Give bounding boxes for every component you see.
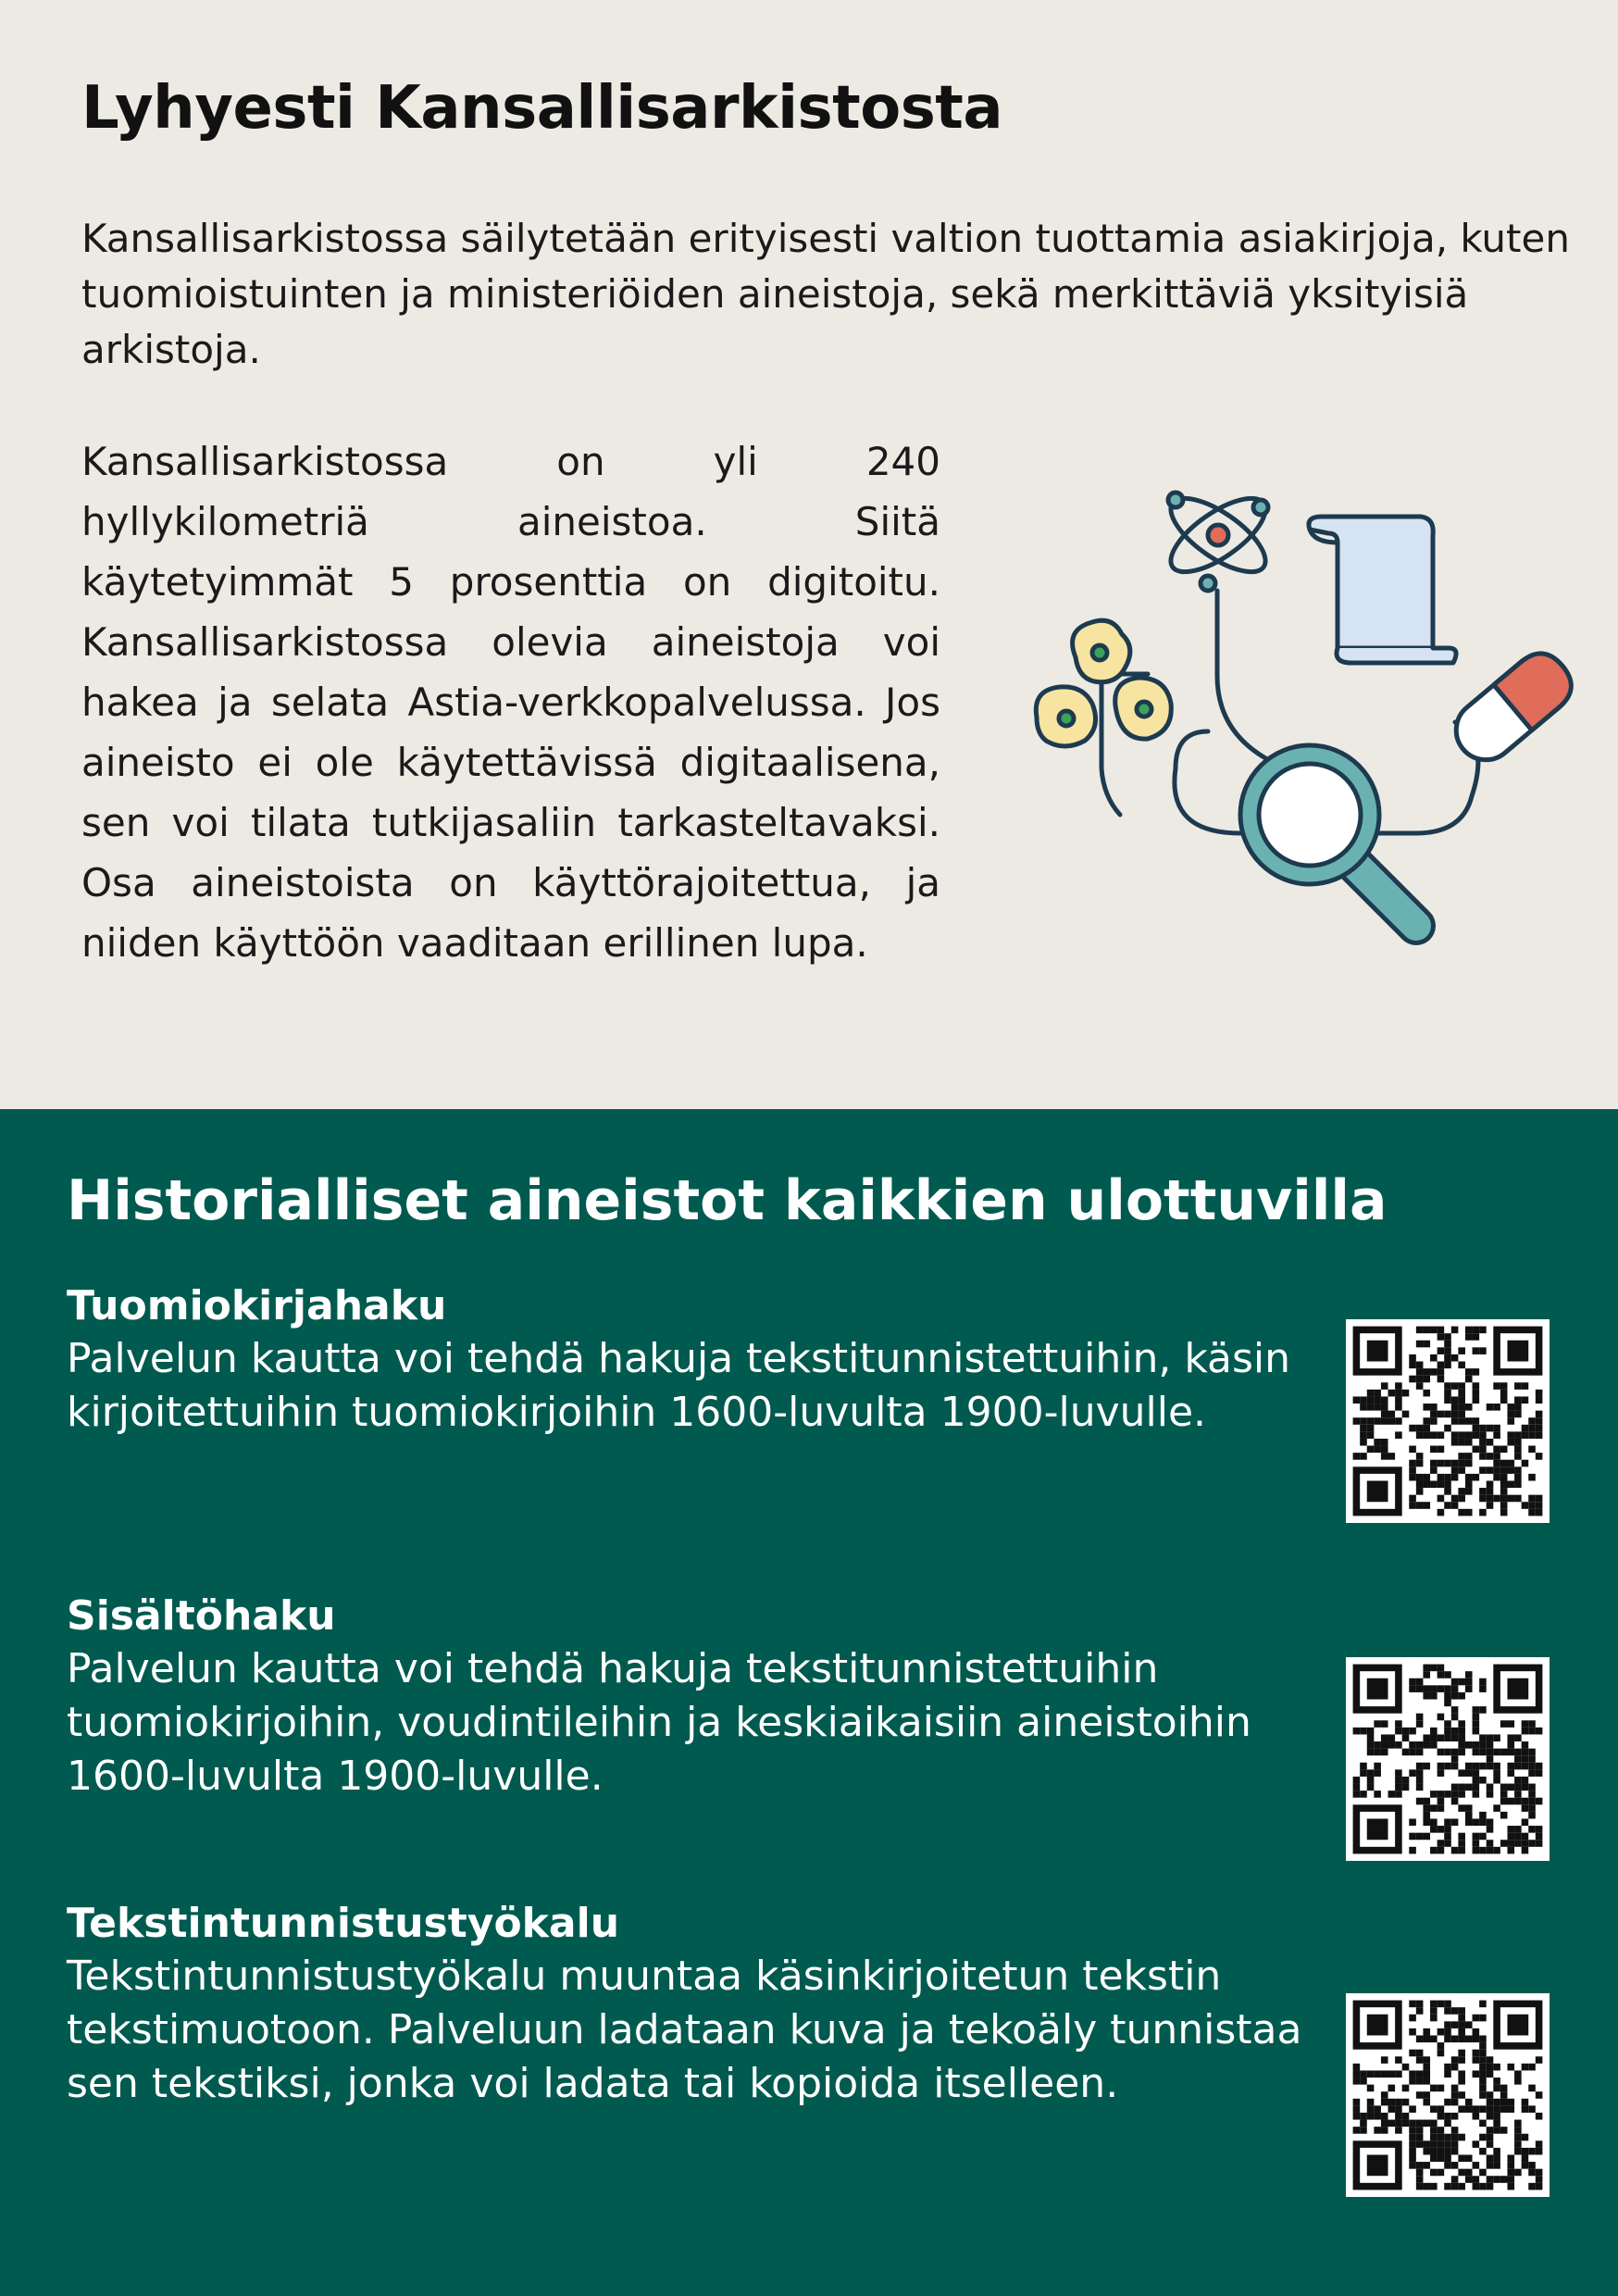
- archive-description: Kansallisarkistossa on yli 240 hyllykilometriä aineistoa. Siitä käytetyimmät 5 prosenttia on digitoitu. Kansallisarkistossa olevia aineistoja voi hakea ja selata Astia-verkkopalvelussa. Jos aineisto ei ole käytettävissä digitaalisena, sen voi tilata tutkijasaliin tarkasteltavaksi. Osa aineistoista on käyttörajoitettua, ja niiden käyttöön vaaditaan erillinen lupa.: [81, 439, 940, 966]
- page-title: Lyhyesti Kansallisarkistosta: [81, 74, 1003, 143]
- research-icon: [1027, 463, 1583, 981]
- service-item-tekstintunnistustyokalu: [67, 1898, 1307, 2111]
- atom-icon: [1160, 485, 1276, 591]
- pill-icon: [1444, 643, 1581, 772]
- qr-code-icon: [1346, 1657, 1550, 1861]
- intro-paragraph: Kansallisarkistossa säilytetään erityisesti valtion tuottamia asiakirjoja, kuten tuomioistuinten ja ministeriöiden aineistoja, sekä merkittäviä yksityisiä arkistoja.: [81, 216, 1570, 372]
- qr-code-tekstintunnistustyokalu[interactable]: [1346, 1993, 1550, 2197]
- service-item-sisaltohaku: [67, 1591, 1307, 1803]
- service-name: Tekstintunnistustyökalu: [67, 1900, 620, 1947]
- service-description: Palvelun kautta voi tehdä hakuja tekstitunnistettuihin, käsin kirjoitettuihin tuomiokirjoihin 1600-luvulta 1900-luvulle.: [67, 1335, 1291, 1436]
- research-illustration: [1027, 463, 1583, 981]
- service-description: Palvelun kautta voi tehdä hakuja tekstitunnistettuihin tuomiokirjoihin, voudintileihin ja keskiaikaisiin aineistoihin 1600-luvulta 1900-luvulle.: [67, 1645, 1251, 1800]
- document-icon: [1309, 517, 1456, 663]
- qr-code-icon: [1346, 1993, 1550, 2197]
- qr-code-icon: [1346, 1319, 1550, 1523]
- intro-section: [0, 0, 1618, 1109]
- service-name: Sisältöhaku: [67, 1592, 336, 1640]
- service-description: Tekstintunnistustyökalu muuntaa käsinkirjoitetun tekstin tekstimuotoon. Palveluun ladataan kuva ja tekoäly tunnistaa sen tekstiksi, jonka voi ladata tai kopioida itselleen.: [67, 1953, 1302, 2107]
- service-name: Tuomiokirjahaku: [67, 1282, 447, 1329]
- qr-code-tuomiokirjahaku[interactable]: [1346, 1319, 1550, 1523]
- qr-code-sisaltohaku[interactable]: [1346, 1657, 1550, 1861]
- services-title: Historialliset aineistot kaikkien ulottuvilla: [67, 1168, 1388, 1233]
- service-item-tuomiokirjahaku: [67, 1280, 1307, 1440]
